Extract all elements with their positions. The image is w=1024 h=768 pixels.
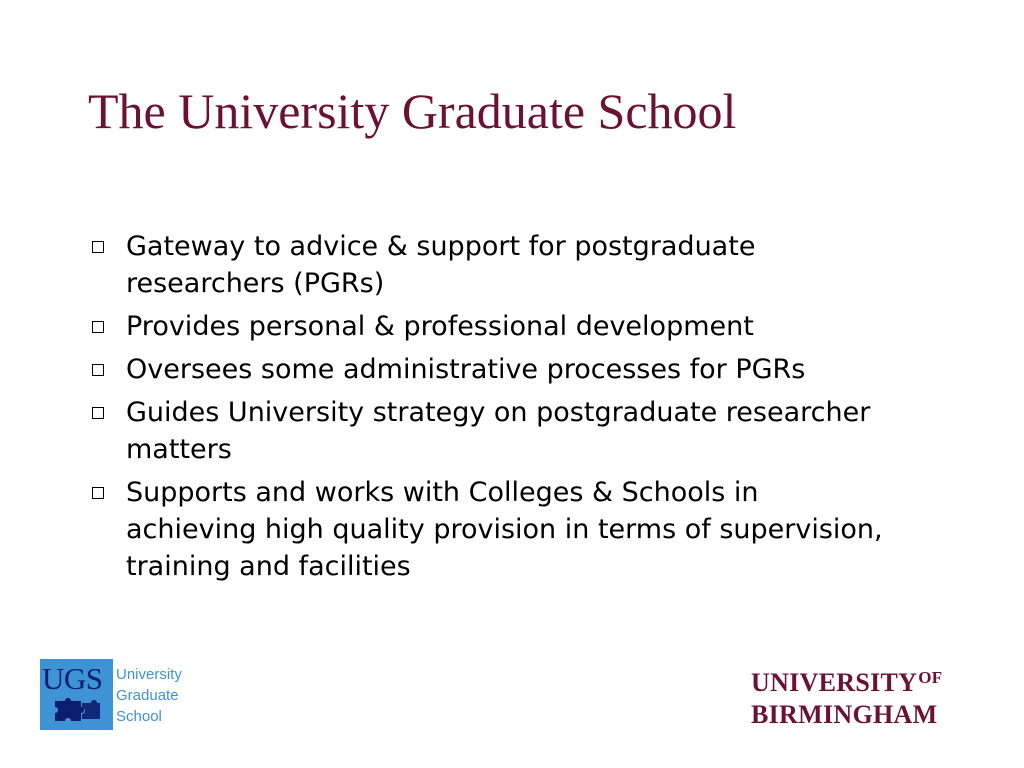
- hollow-square-icon: [92, 407, 104, 419]
- uob-logo-of: OF: [918, 668, 943, 687]
- university-of-birmingham-logo: [751, 668, 983, 730]
- bullet-text: Gateway to advice & support for postgraduate researchers (PGRs): [126, 231, 756, 299]
- bullet-item: [88, 474, 888, 585]
- puzzle-piece-icon: [51, 695, 101, 725]
- ugs-logo-line-university: University: [116, 666, 182, 683]
- ugs-logo-box: [40, 659, 113, 730]
- bullet-item: [88, 308, 888, 345]
- ugs-logo-line-graduate: Graduate: [116, 687, 179, 704]
- hollow-square-icon: [92, 364, 104, 376]
- ugs-logo: [40, 659, 200, 731]
- bullet-item: [88, 351, 888, 388]
- hollow-square-icon: [92, 241, 104, 253]
- hollow-square-icon: [92, 321, 104, 333]
- ugs-logo-line-school: School: [116, 708, 162, 725]
- uob-logo-line1: [751, 668, 983, 700]
- bullet-text: Provides personal & professional development: [126, 311, 754, 342]
- hollow-square-icon: [92, 487, 104, 499]
- uob-logo-university: UNIVERSITY: [751, 668, 918, 697]
- uob-logo-birmingham: BIRMINGHAM: [751, 700, 938, 729]
- slide-title: The University Graduate School: [88, 83, 737, 139]
- bullet-text: Supports and works with Colleges & Schools in achieving high quality provision in terms of supervision, training and facilities: [126, 477, 883, 582]
- bullet-list: [88, 228, 888, 591]
- bullet-text: Oversees some administrative processes for PGRs: [126, 354, 806, 385]
- ugs-logo-letters: UGS: [42, 661, 103, 696]
- bullet-item: [88, 394, 888, 468]
- bullet-item: [88, 228, 888, 302]
- bullet-text: Guides University strategy on postgraduate researcher matters: [126, 397, 871, 465]
- ugs-logo-wordmark: [116, 664, 182, 727]
